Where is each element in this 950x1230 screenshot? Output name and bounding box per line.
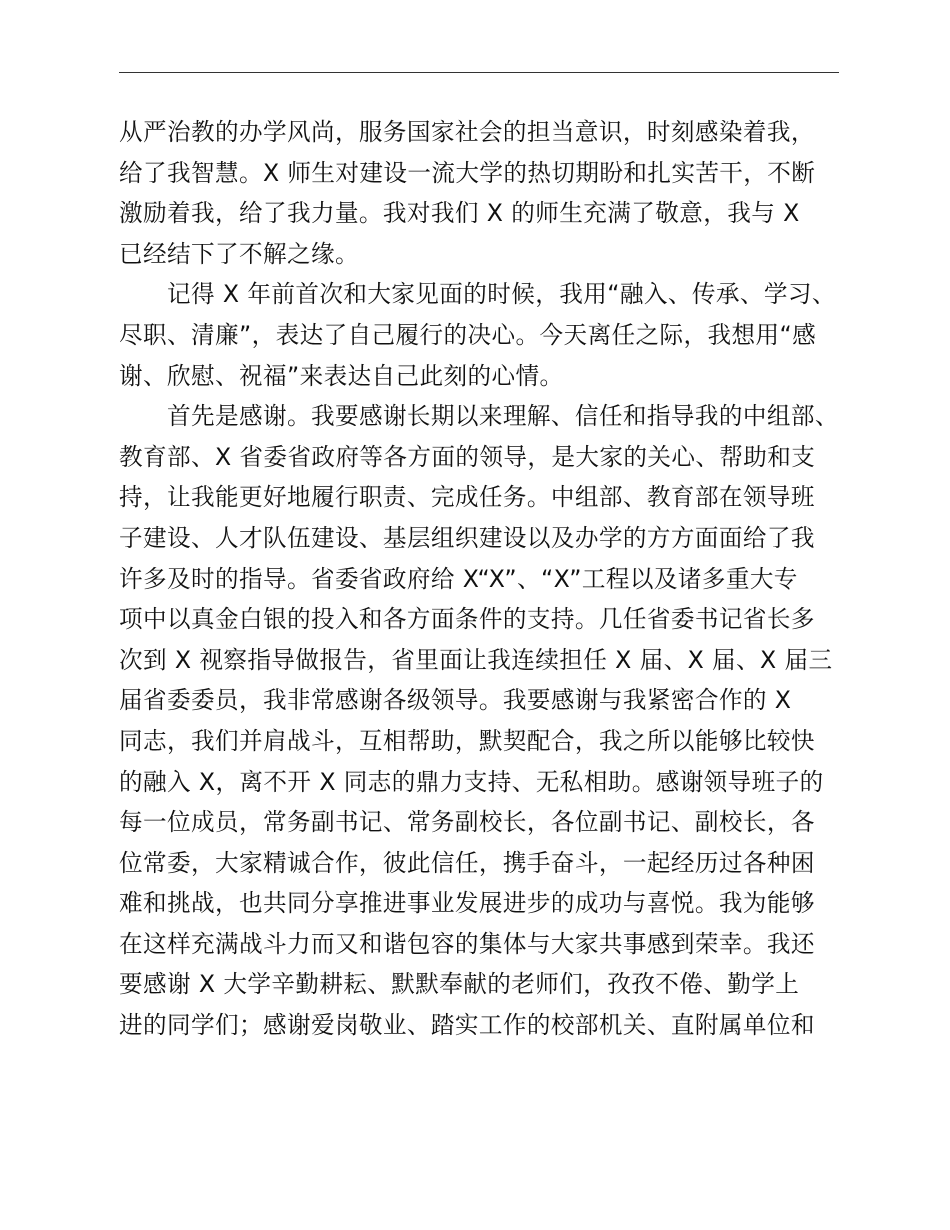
text-line: 给了我智慧。X 师生对建设一流大学的热切期盼和扎实苦干，不断	[119, 158, 816, 187]
text-line: 进的同学们；感谢爱岗敬业、踏实工作的校部机关、直附属单位和	[119, 1011, 815, 1040]
text-line: 难和挑战，也共同分享推进事业发展进步的成功与喜悦。我为能够	[119, 889, 815, 918]
paragraph-start-line: 首先是感谢。我要感谢长期以来理解、信任和指导我的中组部、	[167, 402, 839, 431]
text-line: 每一位成员，常务副书记、常务副校长，各位副书记、副校长，各	[119, 808, 815, 837]
text-line: 子建设、人才队伍建设、基层组织建设以及办学的方方面面给了我	[119, 523, 815, 552]
text-line: 谢、欣慰、祝福”来表达自己此刻的心情。	[119, 361, 564, 390]
text-line: 届省委委员，我非常感谢各级领导。我要感谢与我紧密合作的 X	[119, 686, 792, 715]
text-line: 同志，我们并肩战斗，互相帮助，默契配合，我之所以能够比较快	[119, 726, 815, 755]
text-line: 要感谢 X 大学辛勤耕耘、默默奉献的老师们，孜孜不倦、勤学上	[119, 970, 800, 999]
text-line: 尽职、清廉”，表达了自己履行的决心。今天离任之际，我想用“感	[119, 320, 817, 349]
text-line: 许多及时的指导。省委省政府给 X“X”、“X”工程以及诸多重大专	[119, 564, 798, 593]
text-line: 持，让我能更好地履行职责、完成任务。中组部、教育部在领导班	[119, 483, 815, 512]
text-line: 位常委，大家精诚合作，彼此信任，携手奋斗，一起经历过各种困	[119, 848, 815, 877]
text-line: 在这样充满战斗力而又和谐包容的集体与大家共事感到荣幸。我还	[119, 929, 815, 958]
paragraph-start-line: 记得 X 年前首次和大家见面的时候，我用“融入、传承、学习、	[167, 280, 836, 309]
body-text	[119, 112, 843, 1046]
text-line: 次到 X 视察指导做报告，省里面让我连续担任 X 届、X 届、X 届三	[119, 645, 833, 674]
header-rule	[119, 72, 839, 73]
text-line: 激励着我，给了我力量。我对我们 X 的师生充满了敬意，我与 X	[119, 199, 800, 228]
text-line: 教育部、X 省委省政府等各方面的领导，是大家的关心、帮助和支	[119, 442, 816, 471]
text-line: 从严治教的办学风尚，服务国家社会的担当意识，时刻感染着我，	[119, 118, 815, 146]
text-line: 的融入 X，离不开 X 同志的鼎力支持、无私相助。感谢领导班子的	[119, 767, 824, 796]
text-line: 已经结下了不解之缘。	[119, 239, 359, 268]
text-line: 项中以真金白银的投入和各方面条件的支持。几任省委书记省长多	[119, 605, 815, 634]
